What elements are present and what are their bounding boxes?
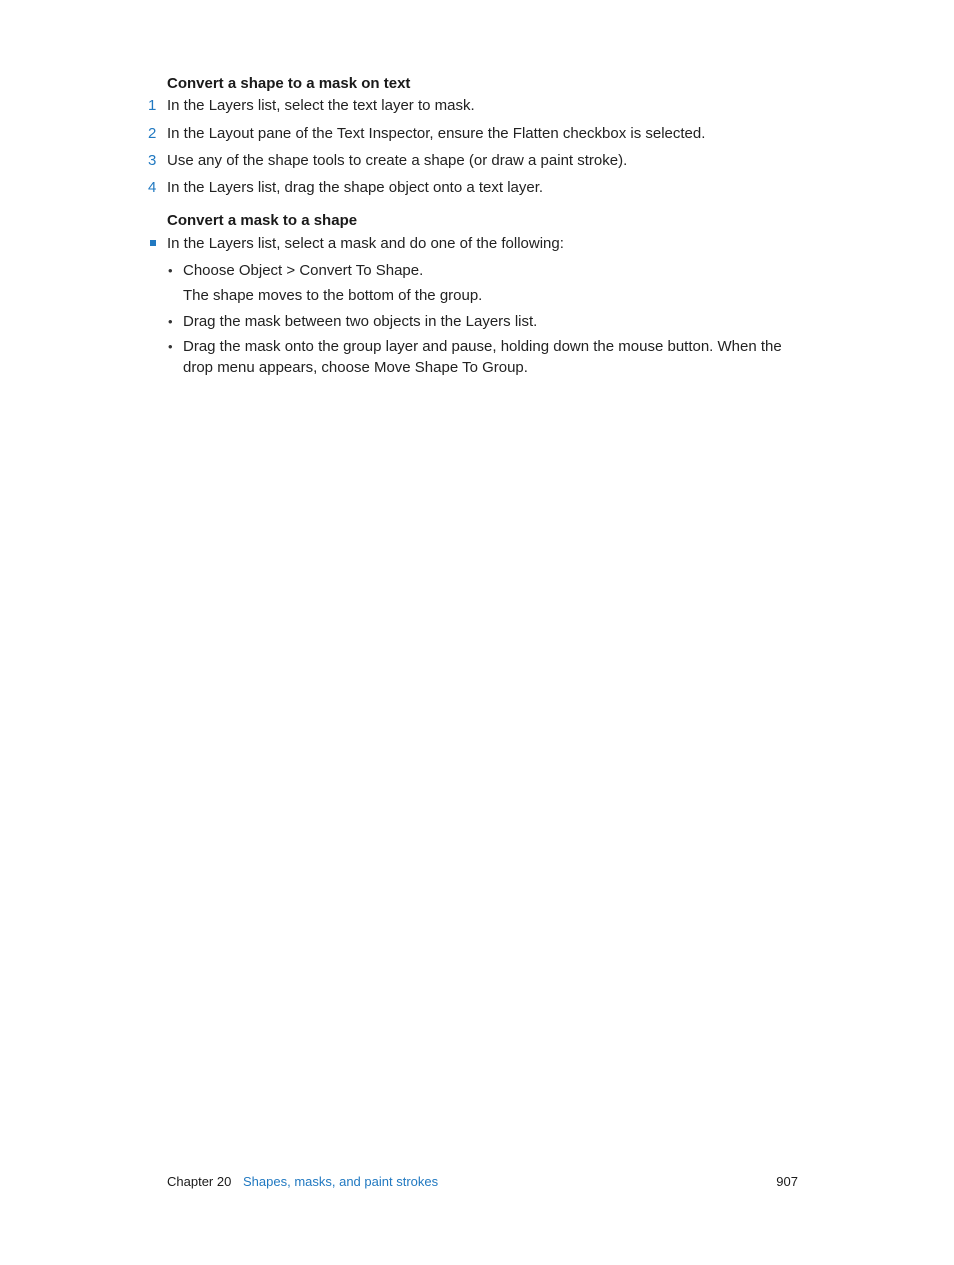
step-number: 3 <box>148 152 157 169</box>
step-text: In the Layers list, drag the shape object onto a text layer. <box>167 179 544 196</box>
option-drag-between: Drag the mask between two objects in the Layers list. <box>183 313 538 330</box>
task-text: In the Layers list, select a mask and do one of the following: <box>167 235 564 252</box>
step-text: In the Layout pane of the Text Inspector, ensure the Flatten checkbox is selected. <box>167 125 706 142</box>
footer-chapter: Chapter 20 <box>167 1174 232 1189</box>
option-drag-onto-group-cont: drop menu appears, choose Move Shape To Group. <box>183 359 528 376</box>
step-text: Use any of the shape tools to create a shape (or draw a paint stroke). <box>167 152 628 169</box>
bullet-icon: • <box>168 314 173 329</box>
page-number: 907 <box>776 1174 798 1189</box>
section-heading-mask-on-text: Convert a shape to a mask on text <box>167 75 411 92</box>
bullet-icon: • <box>168 339 173 354</box>
task-bullet-icon <box>150 240 156 246</box>
step-number: 2 <box>148 125 157 142</box>
option-drag-onto-group: Drag the mask onto the group layer and pause, holding down the mouse button. When the <box>183 338 782 355</box>
option-note: The shape moves to the bottom of the group. <box>183 287 483 304</box>
step-number: 4 <box>148 179 157 196</box>
option-convert-to-shape: Choose Object > Convert To Shape. <box>183 262 424 279</box>
section-heading-mask-to-shape: Convert a mask to a shape <box>167 212 358 229</box>
bullet-icon: • <box>168 263 173 278</box>
step-text: In the Layers list, select the text layer to mask. <box>167 97 475 114</box>
step-number: 1 <box>148 97 157 114</box>
footer-chapter-title: Shapes, masks, and paint strokes <box>243 1174 439 1189</box>
